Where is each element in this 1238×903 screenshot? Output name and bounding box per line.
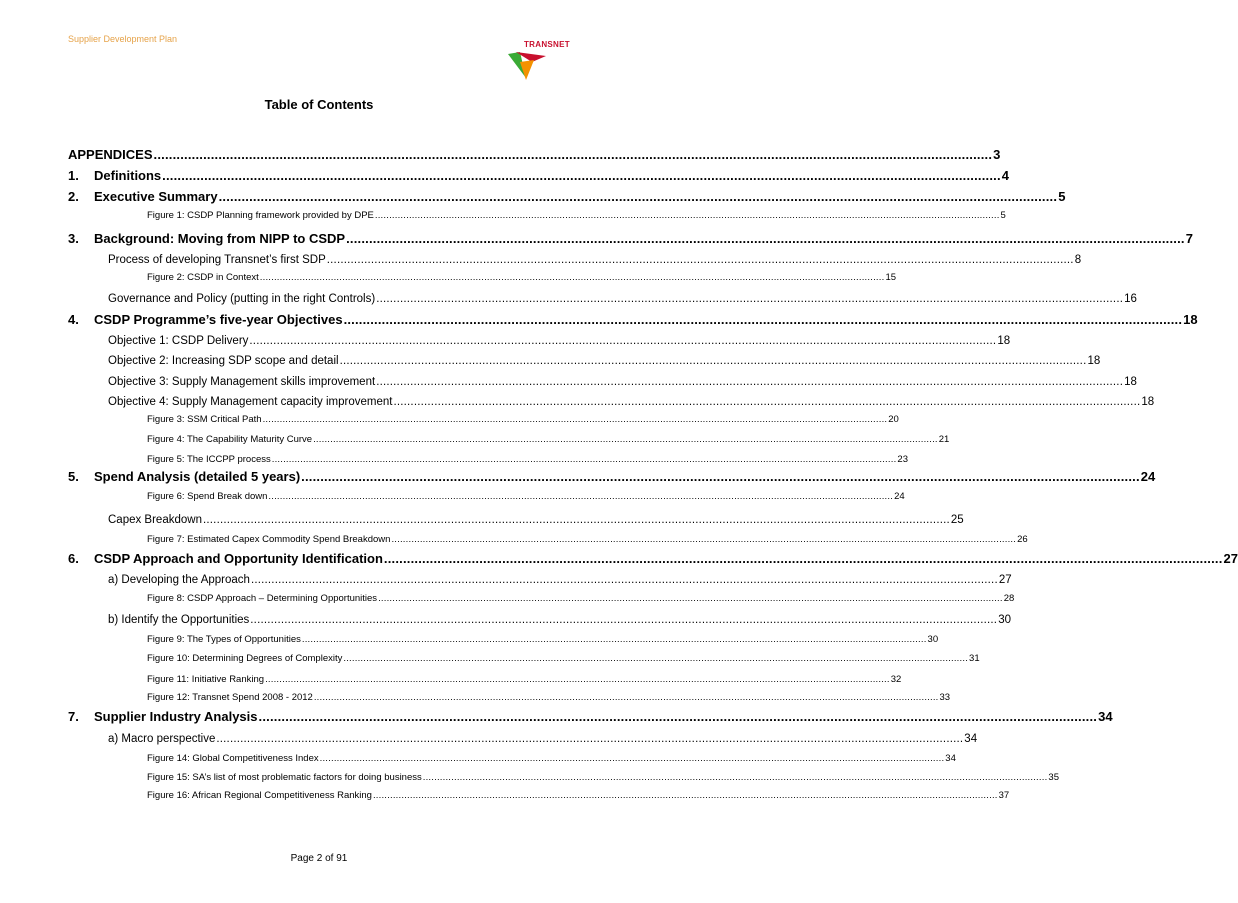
dot-leader: ............................................................................................................................................................................................................................ bbox=[301, 469, 1140, 484]
dot-leader: ............................................................................................................................................................................................................................ bbox=[202, 514, 950, 526]
toc-entry-page: 32 bbox=[890, 674, 902, 685]
dot-leader: ............................................................................................................................................................................................................................ bbox=[216, 733, 964, 745]
toc-entry[interactable] bbox=[147, 270, 897, 283]
toc-entry[interactable] bbox=[108, 250, 1082, 266]
toc-entry[interactable] bbox=[147, 432, 950, 445]
toc-entry-number: 1. bbox=[68, 168, 79, 183]
toc-entry[interactable] bbox=[147, 208, 1006, 221]
toc-entry-label: Objective 1: CSDP Delivery bbox=[108, 335, 249, 347]
toc-entry-page: 34 bbox=[1098, 709, 1113, 724]
toc-entry[interactable] bbox=[108, 729, 978, 745]
toc-entry[interactable] bbox=[147, 452, 908, 465]
toc-entry-label: Figure 1: CSDP Planning framework provided by DPE bbox=[147, 210, 374, 221]
dot-leader: ............................................................................................................................................................................................................................ bbox=[346, 231, 1185, 246]
toc-entry[interactable] bbox=[68, 228, 1193, 246]
toc-entry-page: 31 bbox=[969, 653, 980, 664]
toc-entry-label: Background: Moving from NIPP to CSDP bbox=[94, 231, 346, 246]
toc-entry-label: a) Macro perspective bbox=[108, 733, 216, 745]
toc-entry-label: Objective 4: Supply Management capacity improvement bbox=[108, 396, 393, 408]
toc-entry-label: Figure 14: Global Competitiveness Index bbox=[147, 753, 319, 764]
toc-entry-page: 15 bbox=[885, 272, 897, 283]
dot-leader: ............................................................................................................................................................................................................................ bbox=[301, 634, 927, 645]
dot-leader: ............................................................................................................................................................................................................................ bbox=[343, 653, 969, 664]
toc-entry-label: Figure 16: African Regional Competitiveness Ranking bbox=[147, 790, 372, 801]
toc-entry-label: Objective 3: Supply Management skills improvement bbox=[108, 376, 376, 388]
toc-entry-page: 7 bbox=[1185, 231, 1193, 246]
toc-entry-page: 18 bbox=[1087, 355, 1101, 367]
toc-entry-label: Figure 10: Determining Degrees of Complexity bbox=[147, 653, 343, 664]
toc-entry[interactable] bbox=[68, 309, 1198, 327]
toc-entry[interactable] bbox=[108, 610, 1011, 626]
dot-leader: ............................................................................................................................................................................................................................ bbox=[153, 147, 993, 162]
toc-entry[interactable] bbox=[147, 690, 951, 703]
toc-entry-page: 27 bbox=[998, 574, 1012, 586]
toc-entry[interactable] bbox=[147, 632, 939, 645]
dot-leader: ............................................................................................................................................................................................................................ bbox=[383, 551, 1223, 566]
toc-entry-label: Figure 4: The Capability Maturity Curve bbox=[147, 434, 313, 445]
toc-entry-page: 23 bbox=[897, 454, 908, 465]
toc-entry[interactable] bbox=[68, 548, 1238, 566]
dot-leader: ............................................................................................................................................................................................................................ bbox=[372, 790, 998, 801]
page-number: Page 2 of 91 bbox=[290, 853, 348, 864]
toc-entry-page: 18 bbox=[1124, 376, 1137, 388]
toc-entry-label: Figure 9: The Types of Opportunities bbox=[147, 634, 301, 645]
toc-entry[interactable] bbox=[68, 165, 1010, 183]
dot-leader: ............................................................................................................................................................................................................................ bbox=[262, 414, 888, 425]
dot-leader: ............................................................................................................................................................................................................................ bbox=[376, 376, 1124, 388]
toc-entry-page: 34 bbox=[964, 733, 978, 745]
toc-entry-page: 8 bbox=[1074, 254, 1082, 266]
toc-entry-page: 28 bbox=[1003, 593, 1015, 604]
toc-entry-page: 18 bbox=[1183, 312, 1198, 327]
dot-leader: ............................................................................................................................................................................................................................ bbox=[393, 396, 1141, 408]
toc-entry[interactable] bbox=[68, 466, 1156, 484]
toc-entry-label: Objective 2: Increasing SDP scope and detail bbox=[108, 355, 339, 367]
toc-entry-page: 30 bbox=[927, 634, 939, 645]
dot-leader: ............................................................................................................................................................................................................................ bbox=[250, 614, 998, 626]
toc-entry-label: Figure 3: SSM Critical Path bbox=[147, 414, 262, 425]
dot-leader: ............................................................................................................................................................................................................................ bbox=[271, 454, 897, 465]
toc-entry-label: Figure 7: Estimated Capex Commodity Spend Breakdown bbox=[147, 534, 391, 545]
toc-entry-label: Supplier Industry Analysis bbox=[94, 709, 258, 724]
toc-entry[interactable] bbox=[147, 489, 905, 502]
dot-leader: ............................................................................................................................................................................................................................ bbox=[343, 312, 1183, 327]
toc-entry-label: CSDP Approach and Opportunity Identification bbox=[94, 551, 383, 566]
toc-entry[interactable] bbox=[68, 706, 1113, 724]
toc-entry-page: 3 bbox=[993, 147, 1001, 162]
transnet-logo-icon bbox=[506, 48, 548, 84]
toc-entry-label: Figure 2: CSDP in Context bbox=[147, 272, 259, 283]
toc-entry[interactable] bbox=[147, 751, 956, 764]
dot-leader: ............................................................................................................................................................................................................................ bbox=[422, 772, 1048, 783]
dot-leader: ............................................................................................................................................................................................................................ bbox=[376, 293, 1124, 305]
toc-entry-page: 24 bbox=[1140, 469, 1156, 484]
toc-entry-page: 16 bbox=[1124, 293, 1137, 305]
toc-entry-label: Process of developing Transnet’s first SDP bbox=[108, 254, 326, 266]
toc-entry-label: Executive Summary bbox=[94, 189, 218, 204]
dot-leader: ............................................................................................................................................................................................................................ bbox=[374, 210, 1000, 221]
toc-entry[interactable] bbox=[147, 788, 1010, 801]
toc-entry[interactable] bbox=[147, 672, 902, 685]
running-header: Supplier Development Plan bbox=[68, 34, 178, 44]
toc-entry-page: 37 bbox=[998, 790, 1010, 801]
toc-entry[interactable] bbox=[108, 289, 1137, 305]
toc-entry[interactable] bbox=[108, 392, 1155, 408]
toc-entry-page: 20 bbox=[888, 414, 899, 425]
toc-entry-number: 6. bbox=[68, 551, 79, 566]
toc-entry-page: 25 bbox=[950, 514, 964, 526]
toc-entry[interactable] bbox=[108, 372, 1137, 388]
toc-entry-label: APPENDICES bbox=[68, 147, 153, 162]
toc-entry-label: b) Identify the Opportunities bbox=[108, 614, 250, 626]
toc-entry-page: 18 bbox=[1141, 396, 1155, 408]
toc-entry[interactable] bbox=[147, 591, 1015, 604]
toc-entry[interactable] bbox=[108, 510, 964, 526]
toc-entry-number: 3. bbox=[68, 231, 79, 246]
toc-entry[interactable] bbox=[68, 186, 1066, 204]
dot-leader: ............................................................................................................................................................................................................................ bbox=[326, 254, 1074, 266]
toc-entry-number: 4. bbox=[68, 312, 79, 327]
dot-leader: ............................................................................................................................................................................................................................ bbox=[313, 692, 939, 703]
dot-leader: ............................................................................................................................................................................................................................ bbox=[378, 593, 1003, 604]
dot-leader: ............................................................................................................................................................................................................................ bbox=[313, 434, 938, 445]
toc-entry-label: Figure 11: Initiative Ranking bbox=[147, 674, 265, 685]
toc-entry-page: 21 bbox=[938, 434, 950, 445]
toc-entry-number: 2. bbox=[68, 189, 79, 204]
toc-entry-page: 26 bbox=[1017, 534, 1028, 545]
toc-entry-page: 24 bbox=[894, 491, 905, 502]
dot-leader: ............................................................................................................................................................................................................................ bbox=[319, 753, 945, 764]
toc-entry[interactable] bbox=[147, 770, 1059, 783]
toc-entry-label: Figure 8: CSDP Approach – Determining Opportunities bbox=[147, 593, 378, 604]
toc-entry-page: 30 bbox=[998, 614, 1011, 626]
toc-entry-label: Definitions bbox=[94, 168, 162, 183]
toc-entry[interactable] bbox=[147, 651, 980, 664]
toc-entry-label: Capex Breakdown bbox=[108, 514, 202, 526]
dot-leader: ............................................................................................................................................................................................................................ bbox=[268, 491, 894, 502]
dot-leader: ............................................................................................................................................................................................................................ bbox=[339, 355, 1087, 367]
toc-entry-page: 27 bbox=[1223, 551, 1238, 566]
toc-entry-page: 18 bbox=[997, 335, 1011, 347]
toc-entry[interactable] bbox=[108, 351, 1101, 367]
toc-entry-page: 4 bbox=[1001, 168, 1010, 183]
toc-title: Table of Contents bbox=[264, 97, 374, 112]
toc-entry-label: a) Developing the Approach bbox=[108, 574, 250, 586]
dot-leader: ............................................................................................................................................................................................................................ bbox=[249, 335, 997, 347]
dot-leader: ............................................................................................................................................................................................................................ bbox=[162, 168, 1001, 183]
toc-entry-label: Figure 5: The ICCPP process bbox=[147, 454, 271, 465]
toc-entry[interactable] bbox=[147, 532, 1028, 545]
toc-entry[interactable] bbox=[108, 331, 1011, 347]
toc-entry-number: 7. bbox=[68, 709, 79, 724]
toc-entry[interactable] bbox=[68, 144, 1001, 162]
toc-entry-label: Figure 6: Spend Break down bbox=[147, 491, 268, 502]
toc-entry-page: 5 bbox=[1000, 210, 1006, 221]
company-logo-text: TRANSNET bbox=[524, 40, 570, 49]
toc-entry[interactable] bbox=[147, 412, 899, 425]
toc-entry-page: 34 bbox=[945, 753, 956, 764]
dot-leader: ............................................................................................................................................................................................................................ bbox=[258, 709, 1098, 724]
toc-entry-number: 5. bbox=[68, 469, 79, 484]
dot-leader: ............................................................................................................................................................................................................................ bbox=[391, 534, 1017, 545]
toc-entry-label: Spend Analysis (detailed 5 years) bbox=[94, 469, 301, 484]
toc-entry-label: Figure 12: Transnet Spend 2008 - 2012 bbox=[147, 692, 313, 703]
dot-leader: ............................................................................................................................................................................................................................ bbox=[218, 189, 1058, 204]
toc-entry-page: 5 bbox=[1058, 189, 1066, 204]
toc-entry-label: Figure 15: SA’s list of most problematic factors for doing business bbox=[147, 772, 422, 783]
dot-leader: ............................................................................................................................................................................................................................ bbox=[250, 574, 998, 586]
toc-entry-label: CSDP Programme’s five-year Objectives bbox=[94, 312, 343, 327]
dot-leader: ............................................................................................................................................................................................................................ bbox=[259, 272, 885, 283]
toc-entry[interactable] bbox=[108, 570, 1012, 586]
toc-entry-label: Governance and Policy (putting in the right Controls) bbox=[108, 293, 376, 305]
dot-leader: ............................................................................................................................................................................................................................ bbox=[265, 674, 890, 685]
toc-entry-page: 35 bbox=[1048, 772, 1059, 783]
toc-entry-page: 33 bbox=[939, 692, 951, 703]
